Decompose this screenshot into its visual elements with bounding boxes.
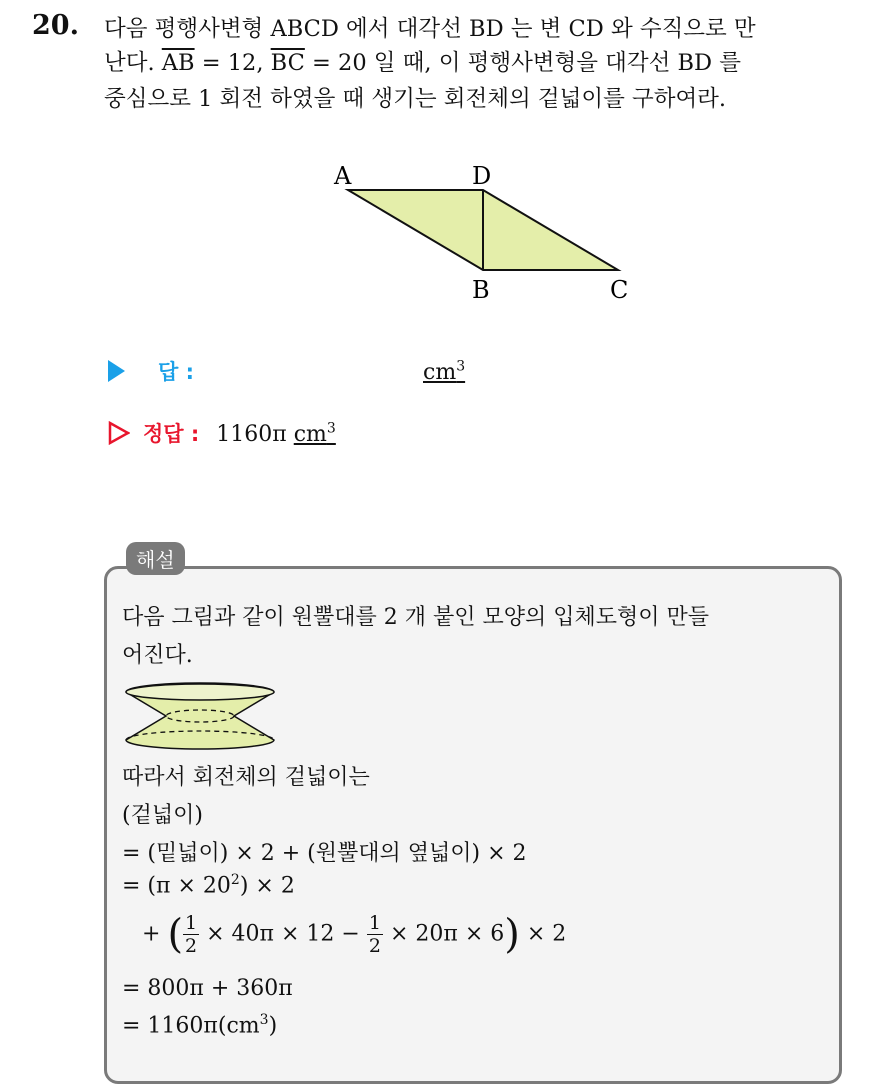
question-line-2 [104,46,741,80]
explanation-line-9b: ) [268,1013,278,1039]
explanation-line-6a: = (π × 20 [122,873,231,899]
explanation-box [104,566,842,1084]
right-paren: ) [504,911,520,958]
question-line-2b: = 12, [194,50,271,76]
explanation-line-2: 어진다. [122,643,193,668]
answer-label: 답 : [158,360,194,384]
answer-unit-exp: 3 [456,358,466,375]
explanation-line-6 [122,872,295,898]
question-number: 20. [32,10,79,41]
play-icon [108,360,125,382]
explanation-line-7-end: × 20π × 6 [382,921,505,947]
outline-triangle-icon [108,421,130,445]
explanation-line-9a: = 1160π(cm [122,1013,260,1039]
explanation-tab: 해설 [126,542,185,575]
fraction-1 [183,912,199,957]
explanation-line-5: = (밑넓이) × 2 + (원뿔대의 옆넓이) × 2 [122,841,527,866]
correct-answer-row [108,418,336,448]
segment-bc: $\overline{BC}$ [270,50,305,76]
correct-value: 1160π [216,422,287,447]
explanation-line-3: 따라서 회전체의 겉넓이는 [122,765,370,790]
explanation-line-9-exp: 3 [259,1012,269,1028]
fraction-2 [367,912,383,957]
question-line-1: 다음 평행사변형 ABCD 에서 대각선 BD 는 변 CD 와 수직으로 만 [104,16,756,42]
explanation-line-6-exp: 2 [230,872,240,888]
segment-ab: $\overline{AB}$ [161,50,195,76]
explanation-line-7-mid: × 40π × 12 − [199,921,367,947]
parallelogram-figure [320,160,660,310]
vertex-b-label: B [472,276,490,304]
explanation-line-9 [122,1012,277,1038]
explanation-line-4: (겉넓이) [122,803,203,828]
fraction-1-num: 1 [185,912,198,934]
double-frustum-figure [124,682,276,750]
question-line-3: 중심으로 1 회전 하였을 때 생기는 회전체의 겉넓이를 구하여라. [104,86,727,112]
explanation-line-1: 다음 그림과 같이 원뿔대를 2 개 붙인 모양의 입체도형이 만들 [122,605,709,630]
fraction-1-den: 2 [185,935,198,957]
vertex-d-label: D [472,162,492,190]
explanation-line-7 [142,912,566,957]
answer-unit: cm [423,360,457,385]
fraction-2-num: 1 [368,912,381,934]
explanation-line-7-tail: × 2 [519,921,567,947]
correct-unit: cm [293,422,327,447]
question-line-2c: = 20 일 때, 이 평행사변형을 대각선 BD 를 [304,50,741,76]
correct-label: 정답 : [143,422,200,446]
explanation-line-8: = 800π + 360π [122,976,293,1001]
left-paren: ( [167,911,184,958]
vertex-c-label: C [610,276,629,304]
fraction-2-den: 2 [368,935,381,957]
answer-row [108,356,465,386]
correct-unit-exp: 3 [326,420,336,437]
vertex-a-label: A [334,162,352,190]
plus-sign: + [142,921,161,947]
question-line-2a: 난다. [104,50,155,76]
correct-unit-wrap [294,422,336,447]
explanation-line-6b: ) × 2 [239,873,295,899]
answer-unit-field[interactable] [423,360,465,385]
